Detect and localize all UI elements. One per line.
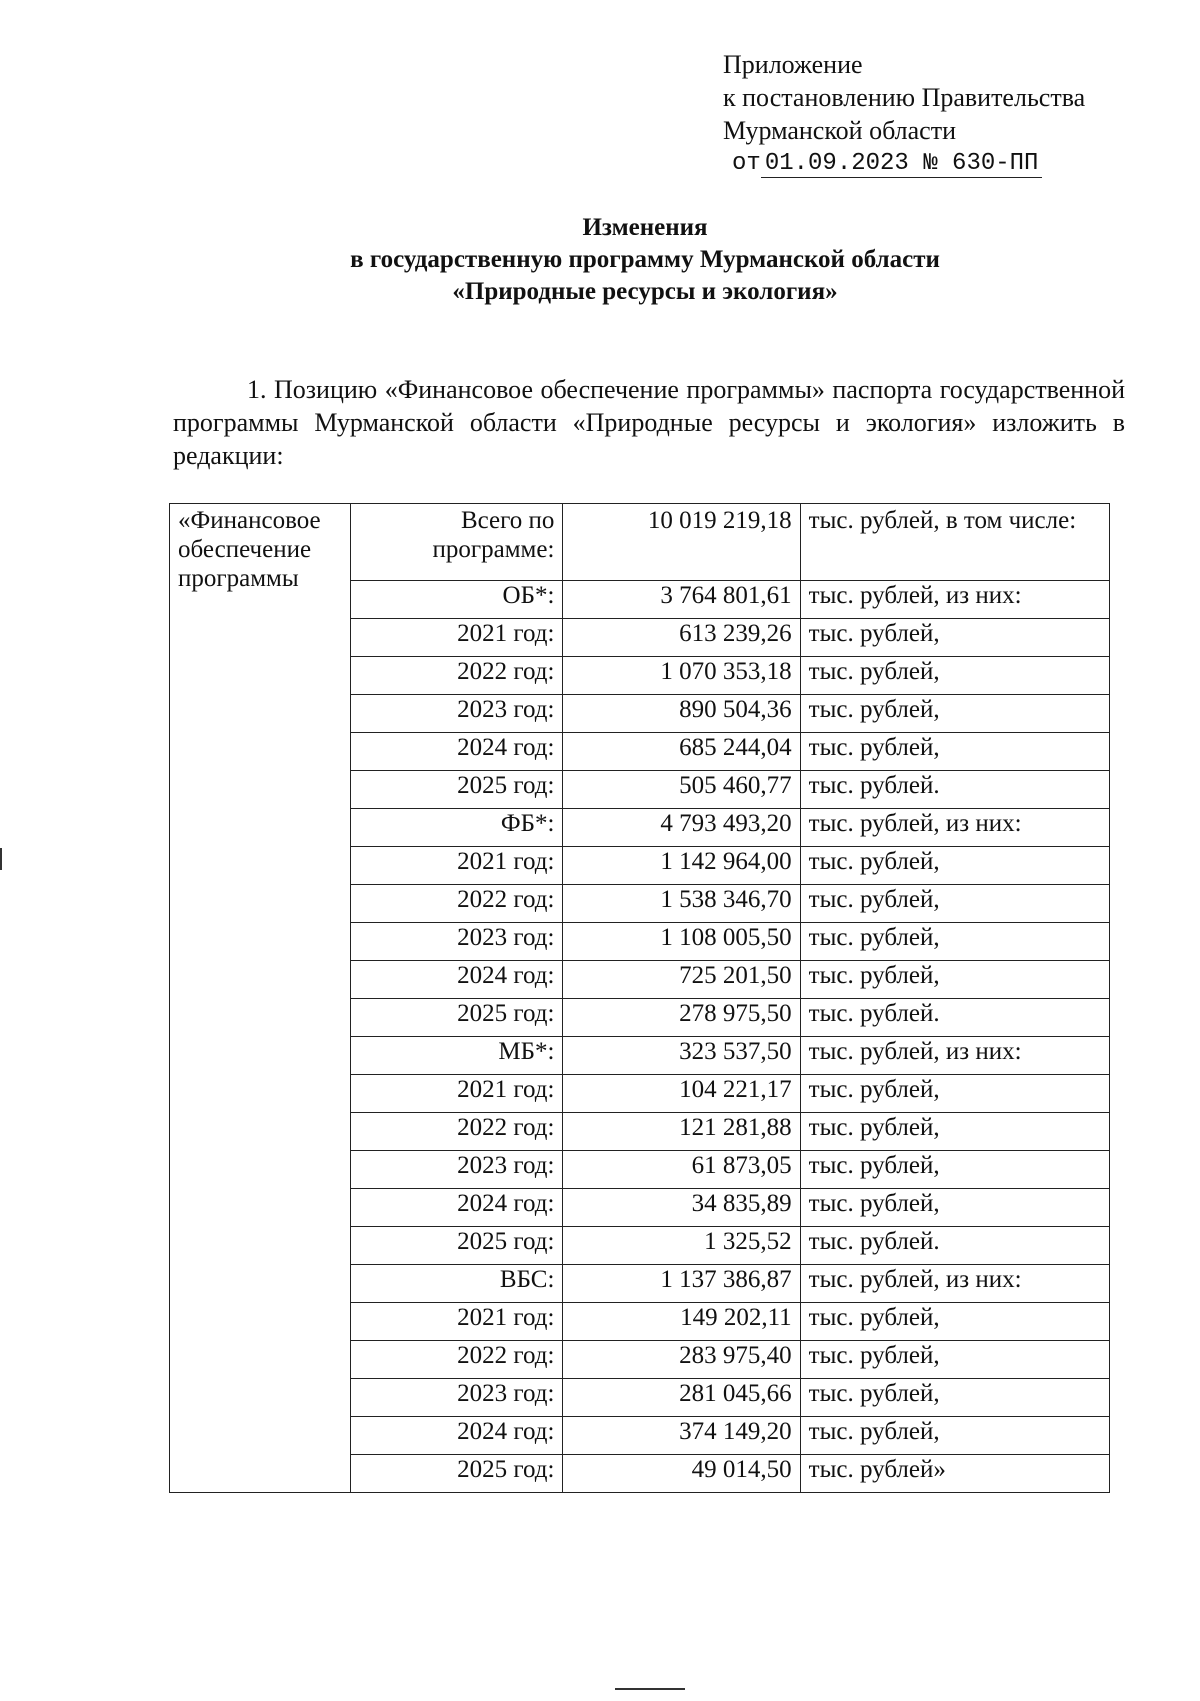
- row-value-cell: 890 504,36: [563, 695, 800, 733]
- section-label-cell: «Финансовое обеспечение программы: [170, 504, 351, 1493]
- row-unit-cell: тыс. рублей,: [800, 923, 1109, 961]
- row-unit-cell: тыс. рублей,: [800, 847, 1109, 885]
- row-value-cell: 283 975,40: [563, 1341, 800, 1379]
- appendix-line-3: Мурманской области: [723, 116, 956, 145]
- row-label-cell: 2024 год:: [351, 733, 563, 771]
- row-label-cell: 2023 год:: [351, 923, 563, 961]
- row-unit-cell: тыс. рублей,: [800, 695, 1109, 733]
- row-value-cell: 104 221,17: [563, 1075, 800, 1113]
- row-label-cell: 2022 год:: [351, 1113, 563, 1151]
- row-label-cell: 2023 год:: [351, 1151, 563, 1189]
- row-unit-cell: тыс. рублей,: [800, 885, 1109, 923]
- row-unit-cell: тыс. рублей,: [800, 1189, 1109, 1227]
- title-line-1: Изменения: [582, 214, 708, 241]
- document-title: [0, 212, 1200, 308]
- row-value-cell: 278 975,50: [563, 999, 800, 1037]
- row-value-cell: 1 137 386,87: [563, 1265, 800, 1303]
- row-value-cell: 685 244,04: [563, 733, 800, 771]
- row-unit-cell: тыс. рублей,: [800, 619, 1109, 657]
- row-unit-cell: тыс. рублей,: [800, 1303, 1109, 1341]
- row-unit-cell: тыс. рублей,: [800, 733, 1109, 771]
- row-label-cell: 2024 год:: [351, 961, 563, 999]
- row-value-cell: 1 108 005,50: [563, 923, 800, 961]
- row-label-cell: 2022 год:: [351, 885, 563, 923]
- scan-edge-mark: [0, 848, 2, 870]
- row-label-cell: 2025 год:: [351, 1227, 563, 1265]
- row-value-cell: 323 537,50: [563, 1037, 800, 1075]
- row-value-cell: 1 070 353,18: [563, 657, 800, 695]
- row-label-cell: 2023 год:: [351, 1379, 563, 1417]
- row-unit-cell: тыс. рублей,: [800, 1113, 1109, 1151]
- row-value-cell: 505 460,77: [563, 771, 800, 809]
- row-label-cell: 2025 год:: [351, 999, 563, 1037]
- row-unit-cell: тыс. рублей.: [800, 1227, 1109, 1265]
- row-label-cell: 2023 год:: [351, 695, 563, 733]
- financing-table: [169, 503, 1110, 1493]
- row-label-cell: Всего по программе:: [351, 504, 563, 581]
- row-unit-cell: тыс. рублей,: [800, 1417, 1109, 1455]
- decree-prefix: от: [732, 150, 761, 177]
- appendix-block: [723, 48, 1085, 147]
- financing-table-body: [170, 504, 1110, 1493]
- row-label-cell: ОБ*:: [351, 581, 563, 619]
- footer-mark: [615, 1688, 685, 1690]
- appendix-line-1: Приложение: [723, 50, 863, 79]
- row-value-cell: 149 202,11: [563, 1303, 800, 1341]
- row-label-cell: 2021 год:: [351, 847, 563, 885]
- row-label-cell: 2021 год:: [351, 1075, 563, 1113]
- row-label-cell: 2025 год:: [351, 771, 563, 809]
- row-unit-cell: тыс. рублей, из них:: [800, 581, 1109, 619]
- row-value-cell: 613 239,26: [563, 619, 800, 657]
- row-value-cell: 49 014,50: [563, 1455, 800, 1493]
- row-unit-cell: тыс. рублей,: [800, 1341, 1109, 1379]
- row-label-cell: 2024 год:: [351, 1189, 563, 1227]
- table-row: [170, 504, 1110, 581]
- row-label-cell: 2022 год:: [351, 657, 563, 695]
- row-value-cell: 1 538 346,70: [563, 885, 800, 923]
- title-line-3: «Природные ресурсы и экология»: [452, 278, 838, 305]
- row-unit-cell: тыс. рублей.: [800, 999, 1109, 1037]
- row-unit-cell: тыс. рублей.: [800, 771, 1109, 809]
- row-value-cell: 1 325,52: [563, 1227, 800, 1265]
- row-label-cell: 2021 год:: [351, 619, 563, 657]
- row-unit-cell: тыс. рублей,: [800, 1151, 1109, 1189]
- row-value-cell: 374 149,20: [563, 1417, 800, 1455]
- row-unit-cell: тыс. рублей, из них:: [800, 1037, 1109, 1075]
- row-unit-cell: тыс. рублей, в том числе:: [800, 504, 1109, 581]
- row-label-cell: 2024 год:: [351, 1417, 563, 1455]
- row-unit-cell: тыс. рублей,: [800, 1379, 1109, 1417]
- row-value-cell: 121 281,88: [563, 1113, 800, 1151]
- row-unit-cell: тыс. рублей»: [800, 1455, 1109, 1493]
- row-unit-cell: тыс. рублей,: [800, 1075, 1109, 1113]
- row-value-cell: 3 764 801,61: [563, 581, 800, 619]
- appendix-line-2: к постановлению Правительства: [723, 83, 1086, 112]
- row-unit-cell: тыс. рублей,: [800, 657, 1109, 695]
- row-value-cell: 61 873,05: [563, 1151, 800, 1189]
- title-line-2: в государственную программу Мурманской области: [350, 246, 940, 273]
- row-unit-cell: тыс. рублей, из них:: [800, 809, 1109, 847]
- row-label-cell: 2025 год:: [351, 1455, 563, 1493]
- row-label-cell: ВБС:: [351, 1265, 563, 1303]
- row-label-cell: МБ*:: [351, 1037, 563, 1075]
- row-value-cell: 34 835,89: [563, 1189, 800, 1227]
- row-label-cell: 2022 год:: [351, 1341, 563, 1379]
- decree-reference: [732, 150, 1042, 178]
- decree-date-number: 01.09.2023 № 630-ПП: [761, 150, 1043, 178]
- row-label-cell: 2021 год:: [351, 1303, 563, 1341]
- row-value-cell: 4 793 493,20: [563, 809, 800, 847]
- row-value-cell: 1 142 964,00: [563, 847, 800, 885]
- row-value-cell: 10 019 219,18: [563, 504, 800, 581]
- row-unit-cell: тыс. рублей, из них:: [800, 1265, 1109, 1303]
- row-label-cell: ФБ*:: [351, 809, 563, 847]
- paragraph-1: 1. Позицию «Финансовое обеспечение программы» паспорта государственной программы Мурманской области «Природные ресурсы и экология» изложить в редакции:: [173, 375, 1125, 470]
- row-value-cell: 281 045,66: [563, 1379, 800, 1417]
- row-value-cell: 725 201,50: [563, 961, 800, 999]
- row-unit-cell: тыс. рублей,: [800, 961, 1109, 999]
